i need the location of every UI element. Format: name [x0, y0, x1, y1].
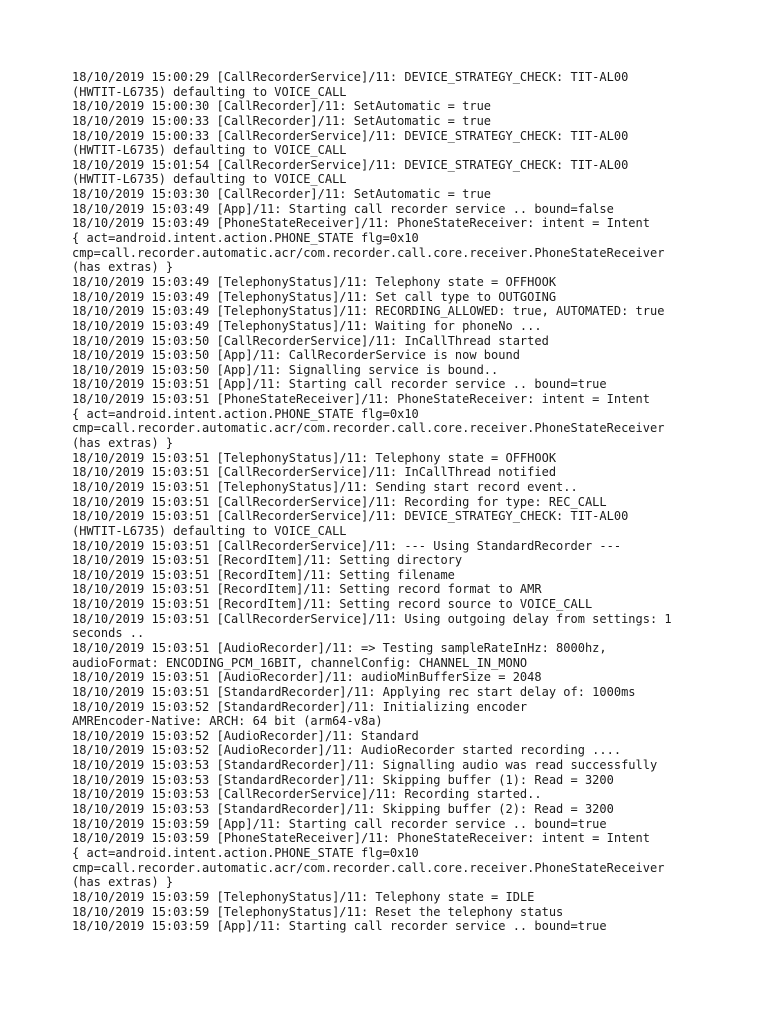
- log-lines: [72, 70, 712, 934]
- log-line: audioFormat: ENCODING_PCM_16BIT, channelConfig: CHANNEL_IN_MONO: [72, 655, 528, 670]
- log-line: 18/10/2019 15:03:52 [AudioRecorder]/11: Standard: [72, 728, 419, 743]
- log-line: cmp=call.recorder.automatic.acr/com.recorder.call.core.receiver.PhoneStateReceiver: [72, 860, 665, 875]
- log-line: 18/10/2019 15:03:51 [CallRecorderService]/11: Using outgoing delay from settings: 1: [72, 611, 672, 626]
- log-line: 18/10/2019 15:03:51 [RecordItem]/11: Setting record source to VOICE_CALL: [72, 597, 593, 612]
- log-line: (HWTIT-L6735) defaulting to VOICE_CALL: [72, 143, 347, 158]
- log-line: 18/10/2019 15:03:51 [StandardRecorder]/11: Applying rec start delay of: 1000ms: [72, 684, 636, 699]
- log-line: 18/10/2019 15:03:50 [App]/11: Signalling service is bound..: [72, 362, 499, 377]
- log-line: 18/10/2019 15:03:49 [App]/11: Starting call recorder service .. bound=false: [72, 201, 614, 216]
- log-line: 18/10/2019 15:03:53 [StandardRecorder]/11: Skipping buffer (1): Read = 3200: [72, 772, 614, 787]
- log-line: 18/10/2019 15:03:51 [CallRecorderService]/11: --- Using StandardRecorder ---: [72, 538, 622, 553]
- log-line: (has extras) }: [72, 436, 174, 451]
- log-line: 18/10/2019 15:03:51 [CallRecorderService]/11: DEVICE_STRATEGY_CHECK: TIT-AL00: [72, 509, 629, 524]
- log-line: 18/10/2019 15:00:29 [CallRecorderService]/11: DEVICE_STRATEGY_CHECK: TIT-AL00: [72, 70, 629, 84]
- log-line: 18/10/2019 15:03:51 [TelephonyStatus]/11: Telephony state = OFFHOOK: [72, 450, 557, 465]
- log-line: 18/10/2019 15:03:52 [StandardRecorder]/11: Initializing encoder: [72, 699, 528, 714]
- log-line: 18/10/2019 15:03:59 [App]/11: Starting call recorder service .. bound=true: [72, 919, 607, 934]
- log-line: cmp=call.recorder.automatic.acr/com.recorder.call.core.receiver.PhoneStateReceiver: [72, 421, 665, 436]
- log-line: { act=android.intent.action.PHONE_STATE flg=0x10: [72, 231, 419, 246]
- log-line: 18/10/2019 15:03:49 [TelephonyStatus]/11: Telephony state = OFFHOOK: [72, 274, 557, 289]
- log-line: 18/10/2019 15:03:59 [TelephonyStatus]/11: Telephony state = IDLE: [72, 889, 535, 904]
- log-line: 18/10/2019 15:03:51 [RecordItem]/11: Setting record format to AMR: [72, 582, 542, 597]
- log-line: 18/10/2019 15:03:51 [App]/11: Starting call recorder service .. bound=true: [72, 377, 607, 392]
- log-line: 18/10/2019 15:00:33 [CallRecorder]/11: SetAutomatic = true: [72, 113, 492, 128]
- log-line: 18/10/2019 15:03:53 [StandardRecorder]/11: Skipping buffer (2): Read = 3200: [72, 802, 614, 817]
- log-line: 18/10/2019 15:03:52 [AudioRecorder]/11: AudioRecorder started recording ....: [72, 743, 622, 758]
- log-line: 18/10/2019 15:03:51 [RecordItem]/11: Setting directory: [72, 553, 463, 568]
- log-line: 18/10/2019 15:03:51 [PhoneStateReceiver]/11: PhoneStateReceiver: intent = Intent: [72, 392, 650, 407]
- log-line: 18/10/2019 15:03:51 [CallRecorderService]/11: InCallThread notified: [72, 465, 557, 480]
- log-line: 18/10/2019 15:03:49 [PhoneStateReceiver]/11: PhoneStateReceiver: intent = Intent: [72, 216, 650, 231]
- log-line: (HWTIT-L6735) defaulting to VOICE_CALL: [72, 523, 347, 538]
- log-line: (has extras) }: [72, 260, 174, 275]
- log-line: 18/10/2019 15:03:30 [CallRecorder]/11: SetAutomatic = true: [72, 187, 492, 202]
- log-line: 18/10/2019 15:03:49 [TelephonyStatus]/11: RECORDING_ALLOWED: true, AUTOMATED: true: [72, 304, 665, 319]
- log-line: 18/10/2019 15:03:50 [CallRecorderService]/11: InCallThread started: [72, 333, 549, 348]
- log-line: 18/10/2019 15:00:30 [CallRecorder]/11: SetAutomatic = true: [72, 99, 492, 114]
- log-line: 18/10/2019 15:03:51 [AudioRecorder]/11: => Testing sampleRateInHz: 8000hz,: [72, 640, 607, 655]
- log-line: 18/10/2019 15:03:49 [TelephonyStatus]/11: Waiting for phoneNo ...: [72, 318, 542, 333]
- log-line: 18/10/2019 15:03:53 [CallRecorderService]/11: Recording started..: [72, 787, 542, 802]
- log-line: 18/10/2019 15:03:49 [TelephonyStatus]/11: Set call type to OUTGOING: [72, 289, 557, 304]
- log-line: 18/10/2019 15:03:53 [StandardRecorder]/11: Signalling audio was read successfully: [72, 758, 658, 773]
- log-line: 18/10/2019 15:03:59 [PhoneStateReceiver]/11: PhoneStateReceiver: intent = Intent: [72, 831, 650, 846]
- log-line: { act=android.intent.action.PHONE_STATE flg=0x10: [72, 406, 419, 421]
- log-line: cmp=call.recorder.automatic.acr/com.recorder.call.core.receiver.PhoneStateReceiver: [72, 245, 665, 260]
- log-line: seconds ..: [72, 626, 145, 641]
- log-line: 18/10/2019 15:03:59 [App]/11: Starting call recorder service .. bound=true: [72, 816, 607, 831]
- log-line: 18/10/2019 15:03:51 [TelephonyStatus]/11: Sending start record event..: [72, 479, 578, 494]
- log-line: 18/10/2019 15:03:59 [TelephonyStatus]/11: Reset the telephony status: [72, 904, 564, 919]
- log-line: (HWTIT-L6735) defaulting to VOICE_CALL: [72, 172, 347, 187]
- log-line: AMREncoder-Native: ARCH: 64 bit (arm64-v8a): [72, 714, 383, 729]
- log-line: 18/10/2019 15:03:51 [AudioRecorder]/11: audioMinBufferSize = 2048: [72, 670, 542, 685]
- log-line: 18/10/2019 15:03:50 [App]/11: CallRecorderService is now bound: [72, 348, 520, 363]
- log-line: 18/10/2019 15:01:54 [CallRecorderService]/11: DEVICE_STRATEGY_CHECK: TIT-AL00: [72, 157, 629, 172]
- log-line: 18/10/2019 15:00:33 [CallRecorderService]/11: DEVICE_STRATEGY_CHECK: TIT-AL00: [72, 128, 629, 143]
- log-line: 18/10/2019 15:03:51 [RecordItem]/11: Setting filename: [72, 567, 455, 582]
- log-line: (has extras) }: [72, 875, 174, 890]
- log-line: (HWTIT-L6735) defaulting to VOICE_CALL: [72, 84, 347, 99]
- log-line: { act=android.intent.action.PHONE_STATE flg=0x10: [72, 845, 419, 860]
- log-document: [72, 70, 712, 934]
- log-line: 18/10/2019 15:03:51 [CallRecorderService]/11: Recording for type: REC_CALL: [72, 494, 607, 509]
